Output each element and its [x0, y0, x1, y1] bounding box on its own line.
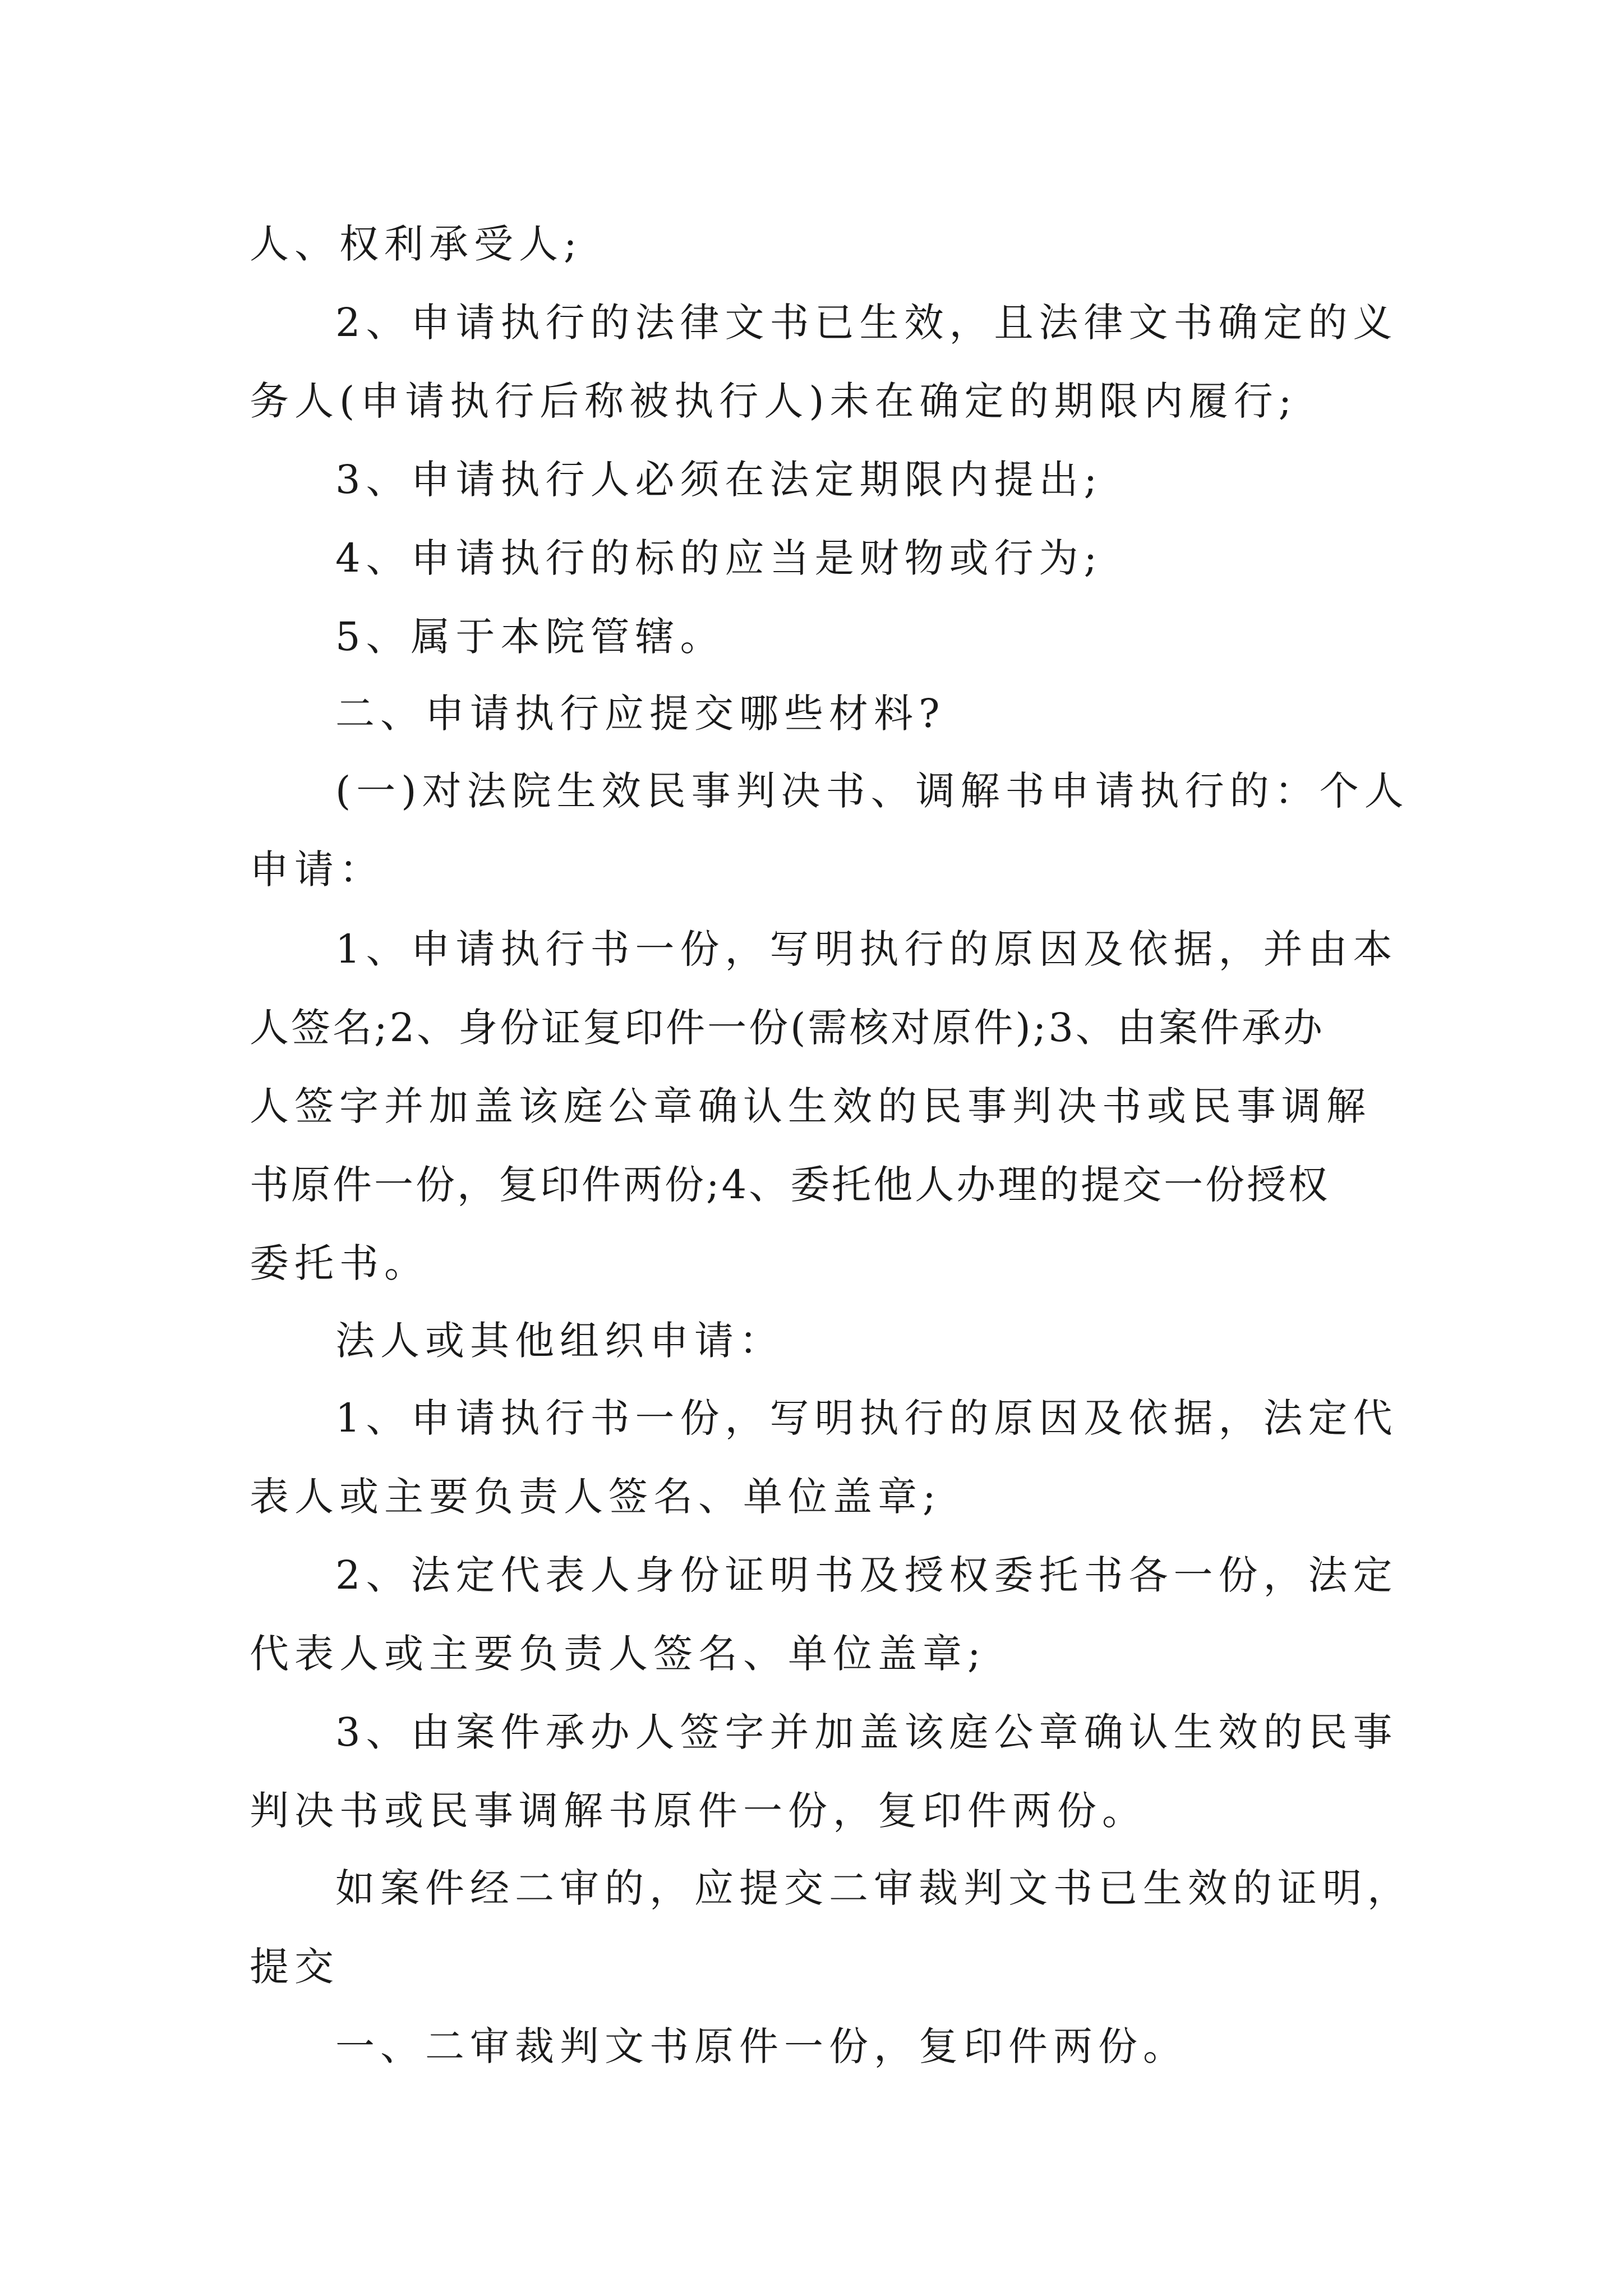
paragraph-line: 申请：: [250, 846, 384, 892]
paragraph-line: 提交: [250, 1944, 339, 1990]
paragraph-line: 5、属于本院管辖。: [335, 614, 725, 660]
paragraph-line: 如案件经二审的，应提交二审裁判文书已生效的证明，: [335, 1865, 1412, 1911]
paragraph-line: 1、申请执行书一份，写明执行的原因及依据，并由本: [335, 926, 1398, 972]
paragraph-line: 2、申请执行的法律文书已生效，且法律文书确定的义: [335, 300, 1398, 346]
paragraph-line: 人签字并加盖该庭公章确认生效的民事判决书或民事调解: [250, 1083, 1371, 1129]
paragraph-line: 1、申请执行书一份，写明执行的原因及依据，法定代: [335, 1395, 1398, 1441]
paragraph-line: 表人或主要负责人签名、单位盖章;: [250, 1474, 942, 1520]
paragraph-line: 3、申请执行人必须在法定期限内提出;: [335, 457, 1103, 503]
paragraph-line: 4、申请执行的标的应当是财物或行为;: [335, 535, 1103, 581]
paragraph-line: 3、由案件承办人签字并加盖该庭公章确认生效的民事: [335, 1709, 1398, 1755]
paragraph-line: 代表人或主要负责人签名、单位盖章;: [250, 1631, 986, 1677]
paragraph-line: 书原件一份，复印件两份;4、委托他人办理的提交一份授权: [250, 1162, 1330, 1208]
paragraph-line: 法人或其他组织申请：: [335, 1318, 784, 1364]
paragraph-line: (一)对法院生效民事判决书、调解书申请执行的：个人: [335, 768, 1409, 814]
paragraph-line: 2、法定代表人身份证明书及授权委托书各一份，法定: [335, 1552, 1398, 1598]
paragraph-line: 一、二审裁判文书原件一份，复印件两份。: [335, 2023, 1188, 2069]
paragraph-line: 人签名;2、身份证复印件一份(需核对原件);3、由案件承办: [250, 1005, 1325, 1051]
paragraph-line: 委托书。: [250, 1240, 429, 1286]
paragraph-line: 务人(申请执行后称被执行人)未在确定的期限内履行;: [250, 378, 1298, 424]
section-heading: 二、申请执行应提交哪些材料?: [335, 691, 946, 737]
paragraph-line: 人、权利承受人;: [250, 221, 583, 267]
paragraph-line: 判决书或民事调解书原件一份，复印件两份。: [250, 1788, 1147, 1834]
